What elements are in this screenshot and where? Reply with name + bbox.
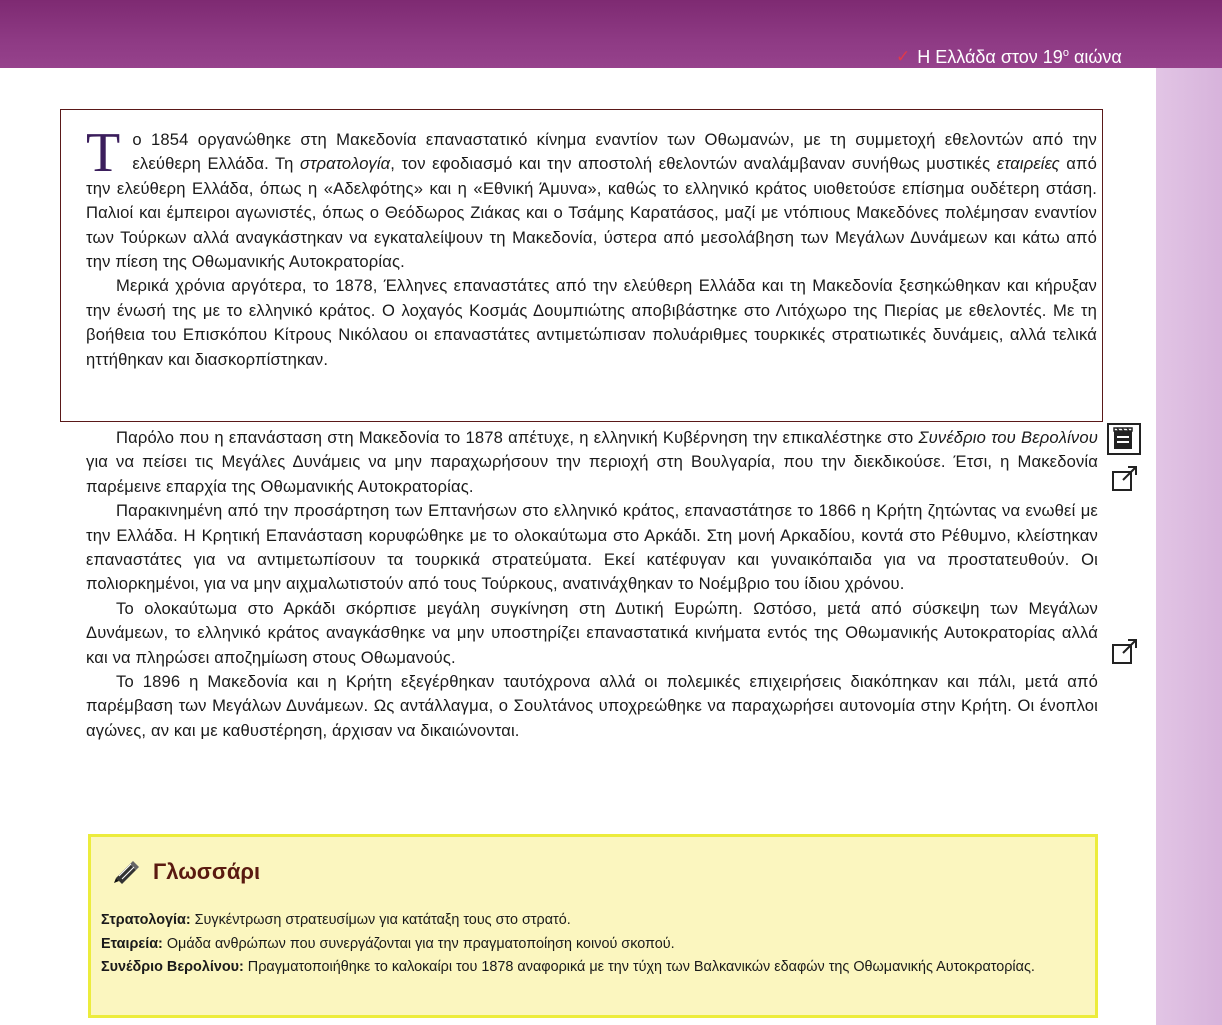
paragraph: Παρακινημένη από την προσάρτηση των Επτανήσων στο ελληνικό κράτος, επαναστάτησε το 1866 η Κρήτη ζητώντας να ενωθεί με την Ελλάδα. Η Κρητική Επανάσταση κορυφώθηκε με το ολοκαύτωμα στο Αρκάδι. Στη μονή Αρκαδίου, κοντά στο Ρέθυμνο, κλείστηκαν επαναστάτες για να αντιμετωπίσουν τα τουρκικά στρατεύματα. Εκεί κατέφυγαν και γυναικόπαιδα για να προστατευθούν. Οι πολιορκημένοι, για να μην αιχμαλωτιστούν από τους Τούρκους, ανατινάχθηκαν το Νοέμβριο του ίδιου χρόνου. [86,501,1098,594]
glossary-entry: Εταιρεία: Ομάδα ανθρώπων που συνεργάζονται για την πραγματοποίηση κοινού σκοπού. [101,935,675,952]
term-link[interactable]: στρατολογία [299,154,391,174]
main-text [86,426,1098,743]
chapter-title [896,42,1122,72]
film-clip-icon[interactable] [1106,422,1142,456]
glossary-list [101,909,1086,980]
paragraph: Το 1896 η Μακεδονία και η Κρήτη εξεγέρθηκαν ταυτόχρονα αλλά οι πολεμικές επιχειρήσεις διακόπηκαν και πάλι, μετά από παρέμβαση των Μεγάλων Δυνάμεων. Ως αντάλλαγμα, ο Σουλτάνος υποχρεώθηκε να παραχωρήσει αυτονομία στην Κρήτη. Οι ένοπλοι αγώνες, αν και με καθυστέρηση, άρχισαν να δικαιώνονται. [86,672,1098,740]
paragraph: Το ολοκαύτωμα στο Αρκάδι σκόρπισε μεγάλη συγκίνηση στη Δυτική Ευρώπη. Ωστόσο, μετά από σύσκεψη των Μεγάλων Δυνάμεων, το ελληνικό κράτος αναγκάσθηκε να μην υποστηρίζει επαναστατικά κινήματα εντός της Οθωμανικής Αυτοκρατορίας αλλά και να πληρώσει αποζημίωση στους Οθωμανούς. [86,598,1098,667]
drop-cap: Τ [86,122,121,184]
chapter-title-text: Η Ελλάδα στον $19^o$ αιώνα [917,46,1122,67]
term-link[interactable]: Συνέδριο του Βερολίνου [918,428,1099,447]
glossary-header [113,859,260,885]
external-link-icon[interactable] [1110,636,1140,666]
intro-text [86,122,1098,372]
paragraph: Μερικά χρόνια αργότερα, το 1878, Έλληνες επαναστάτες από την ελεύθερη Ελλάδα και τη Μακεδονία ξεσηκώθηκαν και κήρυξαν την ένωσή της με το ελληνικό κράτος. Ο λοχαγός Κοσμάς Δουμπιώτης αποβιβάστηκε στο Λιτόχωρο της Πιερίας με εθελοντές. Με τη βοήθεια του Επισκόπου Κίτρους Νικόλαου οι επαναστάτες αντιμετώπισαν πολυάριθμες τουρκικές στρατιωτικές δυνάμεις, αλλά τελικά ηττήθηκαν και διασκορπίστηκαν. [86,276,1097,369]
term-link[interactable]: εταιρείες [996,154,1060,174]
glossary-box [88,834,1098,1018]
pen-icon [113,860,141,884]
side-band [1156,68,1222,1025]
paragraph: Το 1854 οργανώθηκε στη Μακεδονία επαναστατικό κίνημα εναντίον των Οθωμανών, με τη συμμετοχή εθελοντών από την ελεύθερη Ελλάδα. Τη στρατολογία, τον εφοδιασμό και την αποστολή εθελοντών αναλάμβαναν συνήθως μυστικές εταιρείες από την ελεύθερη Ελλάδα, όπως η «Αδελφότης» και η «Εθνική Άμυνα», καθώς το ελληνικό κράτος υιοθετούσε επίσημα ουδέτερη στάση. Παλιοί και έμπειροι αγωνιστές, όπως ο Θεόδωρος Ζιάκας και ο Τσάμης Καρατάσος, μαζί με ντόπιους Μακεδόνες πολέμησαν εναντίον των Τούρκων αλλά αναγκάστηκαν να εγκαταλείψουν τη Μακεδονία, ύστερα από μεσολάβηση των Μεγάλων Δυνάμεων και κάτω από την πίεση της Οθωμανικής Αυτοκρατορίας. [86,122,1098,272]
glossary-entry: Στρατολογία: Συγκέντρωση στρατευσίμων για κατάταξη τους στο στρατό. [101,912,571,928]
paragraph: Παρόλο που η επανάσταση στη Μακεδονία το 1878 απέτυχε, η ελληνική Κυβέρνηση την επικαλέστηκε στο Συνέδριο του Βερολίνου για να πείσει τις Μεγάλες Δυνάμεις να μην παραχωρήσουν την περιοχή στη Βουλγαρία, που την διεκδικούσε. Έτσι, η Μακεδονία παρέμεινε επαρχία της Οθωμανικής Αυτοκρατορίας. [86,428,1099,496]
external-link-icon[interactable] [1110,463,1140,493]
glossary-title: Γλωσσάρι [153,859,261,884]
glossary-entry: Συνέδριο Βερολίνου: Πραγματοποιήθηκε το καλοκαίρι του 1878 αναφορικά με την τύχη των Βαλκανικών εδαφών της Οθωμανικής Αυτοκρατορίας. [101,959,1035,976]
title-underline [918,69,1124,71]
check-icon: ✓ [896,47,911,66]
